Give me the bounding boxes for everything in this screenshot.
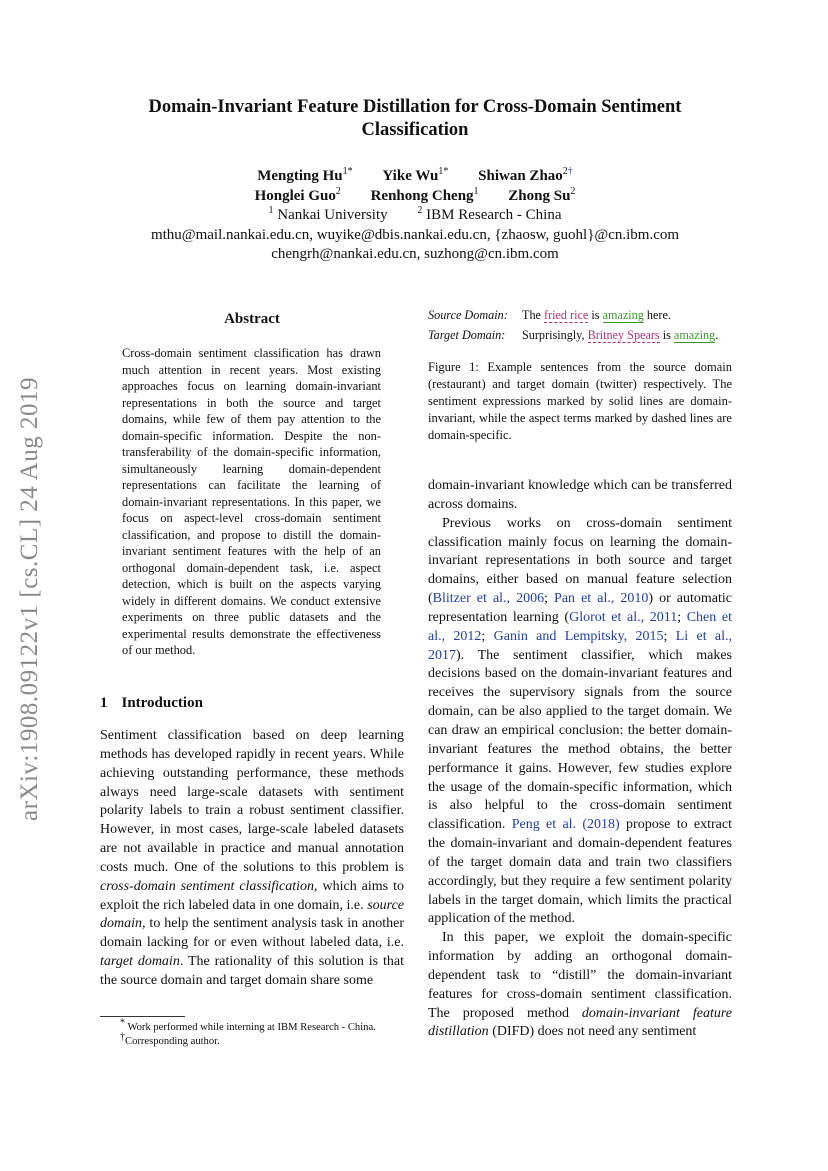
footnotes (100, 1017, 404, 1048)
text-run: Previous works on cross-domain sentiment classification mainly focus on learning the domain-invariant representations in both source and target domains, either based on manual feature selection ( (428, 515, 732, 607)
footnote-mark: † (120, 1031, 125, 1043)
section-title: Introduction (121, 695, 203, 711)
abstract-text: Cross-domain sentiment classification has drawn much attention in recent years. Most existing approaches focus on learning domain-invariant representations in both the source and target domains, while few of them pay attention to the domain-specific information. Despite the non-transferability of the domain-specific information, simultaneously learning domain-dependent representations can facilitate the learning of domain-invariant representations. In this paper, we focus on aspect-level cross-domain sentiment classification, and propose to distill the domain-invariant sentiment features with the help of an orthogonal domain-dependent task, i.e. aspect detection, which is built on the aspects varying widely in different domains. We conduct extensive experiments on three public datasets and the experimental results demonstrate the effectiveness of our method. (122, 346, 381, 657)
footnote-rule (100, 1016, 185, 1017)
footnote-text: Work performed while interning at IBM Research - China. (127, 1022, 376, 1033)
author-line-1 (100, 167, 730, 187)
citation-link[interactable]: Ganin and Lempitsky, 2015 (493, 628, 664, 644)
author-name: Shiwan Zhao (478, 168, 563, 184)
text-run: , which aims to exploit the rich labeled data in one domain, i.e. (100, 878, 404, 913)
text-run: Sentiment classification based on deep learning methods has developed rapidly in recent years. While achieving outstanding performance, these methods always need large-scale datasets with sentiment polarity labels to train a robust sentiment classifier. However, in most cases, large-scale labeled datasets are not available in practice and manual annotation costs much. One of the solutions to this problem is (100, 728, 404, 875)
text-run: is (588, 308, 603, 322)
example-label-text: Target Domain (428, 328, 502, 342)
affiliation: IBM Research - China (426, 207, 562, 223)
text-run: . (715, 328, 719, 342)
right-column-body (428, 477, 732, 1042)
citation-link[interactable]: Chen et al., 2012 (428, 609, 732, 644)
paper-title: Domain-Invariant Feature Distillation for Cross-Domain Sentiment Classification (148, 97, 682, 140)
text-run: ). The sentiment classifier, which makes decisions based on the domain-invariant features and receives the supervisory signals from the source domain, can be also applied to the target domain. We can draw an empirical conclusion: the better domain-invariant features the method obtains, the better performance it gains. However, few studies explore the usage of the domain-specific information, which is also helpful to the cross-domain sentiment classification. (428, 647, 732, 833)
author-block (100, 167, 730, 265)
affiliation: Nankai University (277, 207, 388, 223)
text-run: . The rationality of this solution is that the source domain and target domain share some (100, 954, 405, 988)
author-superscript: 1* (438, 166, 449, 177)
dagger-footnote-link[interactable]: † (567, 166, 573, 177)
paragraph: domain-invariant knowledge which can be transferred across domains. (428, 478, 732, 512)
paragraph (428, 515, 732, 930)
text-run: ) or automatic representation learning ( (428, 591, 732, 625)
author-superscript: 2 (570, 185, 576, 197)
figure-1-examples (428, 305, 732, 345)
text-run: ; (677, 609, 687, 625)
example-label-text: Source Domain (428, 308, 504, 322)
author-emails: mthu@mail.nankai.edu.cn, wuyike@dbis.nankai.edu.cn, {zhaosw, guohl}@cn.ibm.com (150, 226, 680, 243)
paragraph (100, 727, 404, 991)
text-run: propose to extract the domain-invariant and domain-dependent features of the target domain data and train two classifiers accordingly, but they require a few sentiment polarity labels in the target domain, which limits the practical application of the method. (428, 817, 732, 927)
author-name: Yike Wu (382, 168, 439, 184)
example-label: Target Domain: (428, 328, 506, 342)
text-run: here. (643, 308, 671, 322)
author-name: Zhong Su (508, 187, 571, 204)
author-superscript: 2 (335, 185, 341, 197)
abstract-heading: Abstract (224, 311, 280, 327)
citation-link[interactable]: Li et al., 2017 (428, 628, 733, 663)
affiliations (100, 206, 730, 226)
left-column-body (100, 727, 404, 991)
emphasis: domain-invariant feature distillation (428, 1005, 732, 1040)
text-run: , to help the sentiment analysis task in another domain lacking for or even without labeled data, i.e. (100, 916, 404, 951)
text-run: is (659, 328, 674, 342)
text-run: The (522, 308, 544, 322)
footnote-text: Corresponding author. (125, 1035, 220, 1047)
paragraph (428, 929, 732, 1042)
text-run: In this paper, we exploit the domain-specific information by adding an orthogonal domain-dependent task to “distill” the domain-invariant features for cross-domain sentiment classification. The proposed method (428, 930, 732, 1021)
arxiv-stamp: arXiv:1908.09122v1 [cs.CL] 24 Aug 2019 (16, 377, 43, 821)
section-number: 1 (100, 695, 108, 711)
author-superscript: 1* (342, 166, 353, 177)
author-line-2 (100, 187, 730, 207)
citation-link[interactable]: Glorot et al., 2011 (569, 609, 678, 625)
sentiment-term-solid: amazing (602, 308, 644, 322)
affiliation-marker: 1 (268, 205, 274, 216)
text-run: Surprisingly, (522, 328, 588, 342)
example-label: Source Domain: (428, 308, 508, 322)
source-domain-example (428, 305, 732, 325)
citation-link[interactable]: Blitzer et al., 2006 (432, 591, 545, 607)
figure-1-caption: Figure 1: Example sentences from the source domain (restaurant) and target domain (twitter) respectively. The sentiment expressions marked by solid lines are domain-invariant, while the aspect terms marked by dashed lines are domain-specific. (428, 360, 732, 442)
emphasis: cross-domain sentiment classification (100, 878, 314, 894)
text-run: ; (544, 591, 555, 607)
footnote-2 (100, 1031, 404, 1049)
author-emails: chengrh@nankai.edu.cn, suzhong@cn.ibm.com (271, 246, 559, 262)
text-run: ; (663, 628, 676, 644)
aspect-term-dashed: fried rice (544, 308, 589, 322)
section-heading-introduction (100, 695, 217, 712)
citation-link[interactable]: Peng et al. (2018) (511, 817, 620, 833)
text-run: (DIFD) does not need any sentiment (488, 1024, 697, 1040)
emphasis: source domain (100, 897, 404, 932)
footnote-mark: * (120, 1017, 125, 1029)
citation-link[interactable]: Pan et al., 2010 (554, 591, 649, 607)
author-superscript: 1 (473, 185, 479, 197)
aspect-term-dashed: Britney Spears (587, 328, 660, 342)
author-superscript: 2 (562, 166, 568, 177)
footnote-1 (100, 1017, 404, 1035)
author-name: Mengting Hu (257, 168, 343, 184)
emphasis: target domain (100, 954, 180, 970)
text-run: ; (481, 628, 494, 644)
affiliation-marker: 2 (417, 205, 423, 216)
sentiment-term-solid: amazing (673, 328, 716, 342)
target-domain-example (428, 325, 732, 345)
author-name: Honglei Guo (254, 187, 336, 204)
author-name: Renhong Cheng (370, 187, 474, 204)
